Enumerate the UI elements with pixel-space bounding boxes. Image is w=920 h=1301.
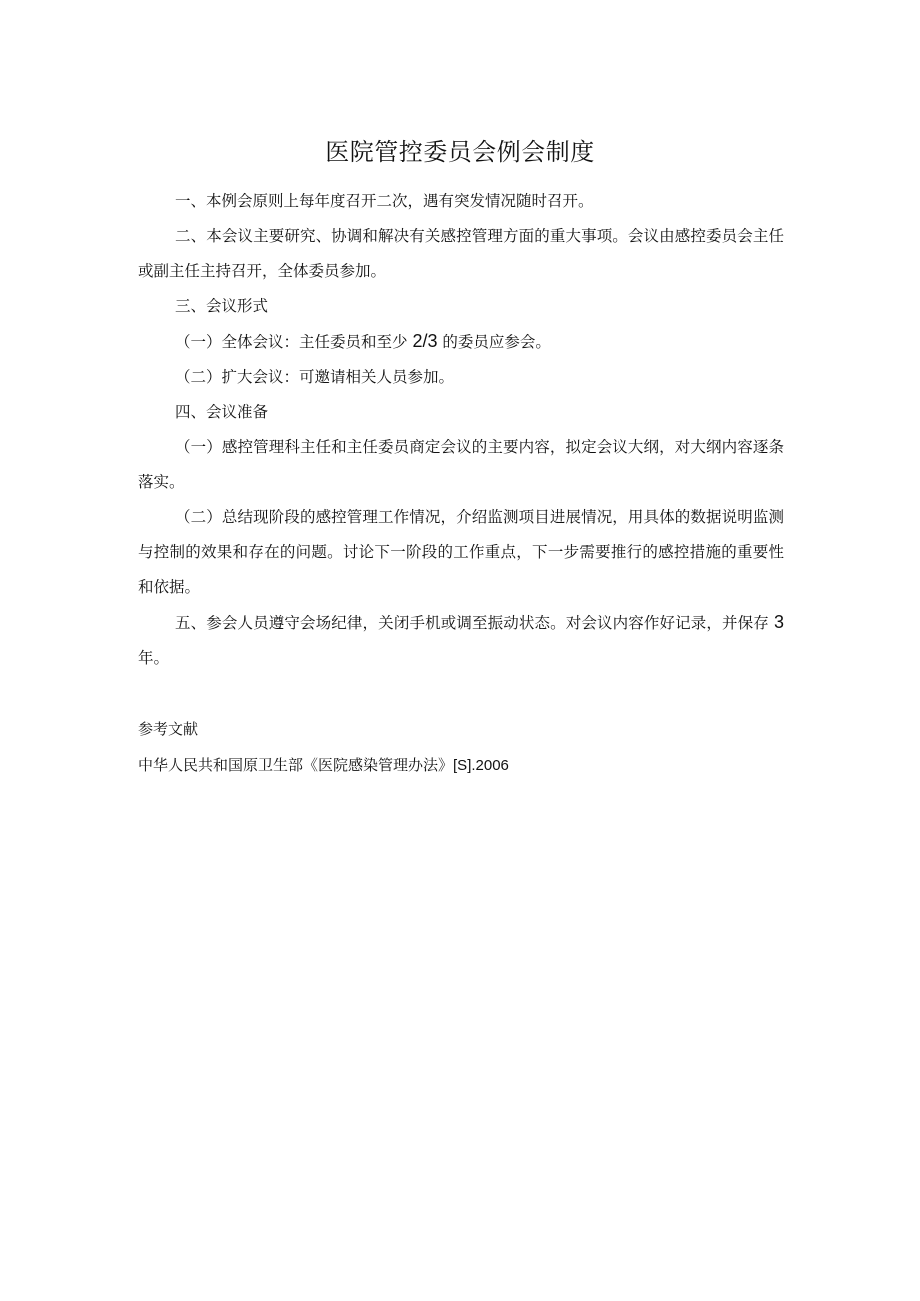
- paragraph-5: （二）扩大会议：可邀请相关人员参加。: [175, 368, 455, 386]
- paragraph-8: （二）总结现阶段的感控管理工作情况，介绍监测项目进展情况，用具体的数据说明监测与控制的效果和存在的问题。讨论下一阶段的工作重点，下一步需要推行的感控措施的重要性和依据。: [138, 508, 784, 596]
- reference-item-text: 中华人民共和国原卫生部《医院感染管理办法》: [138, 756, 454, 774]
- paragraph-6: 四、会议准备: [175, 403, 269, 421]
- document-title: 医院管控委员会例会制度: [325, 138, 595, 166]
- document-body: [138, 184, 784, 676]
- references-heading: 参考文献: [138, 720, 199, 738]
- paragraph-9-post: 年。: [138, 649, 170, 667]
- paragraph-7: （一）感控管理科主任和主任委员商定会议的主要内容，拟定会议大纲，对大纲内容逐条落实。: [138, 438, 784, 491]
- paragraph-9-pre: 五、参会人员遵守会场纪律，关闭手机或调至振动状态。对会议内容作好记录，并保存: [175, 614, 774, 632]
- paragraph-3: 三、会议形式: [175, 297, 269, 315]
- paragraph-9-number: 3: [773, 612, 784, 632]
- paragraph-4: [138, 324, 784, 360]
- paragraph-1: 一、本例会原则上每年度召开二次，遇有突发情况随时召开。: [175, 192, 594, 210]
- paragraph-4-post: 的委员应参会。: [437, 333, 551, 351]
- reference-item-code: [S].2006: [453, 757, 509, 774]
- paragraph-4-number: 2/3: [412, 331, 438, 351]
- paragraph-9: [138, 605, 784, 676]
- paragraph-4-pre: （一）全体会议：主任委员和至少: [175, 333, 413, 351]
- reference-item: [138, 754, 509, 775]
- paragraph-2: 二、本会议主要研究、协调和解决有关感控管理方面的重大事项。会议由感控委员会主任或副主任主持召开，全体委员参加。: [138, 227, 784, 280]
